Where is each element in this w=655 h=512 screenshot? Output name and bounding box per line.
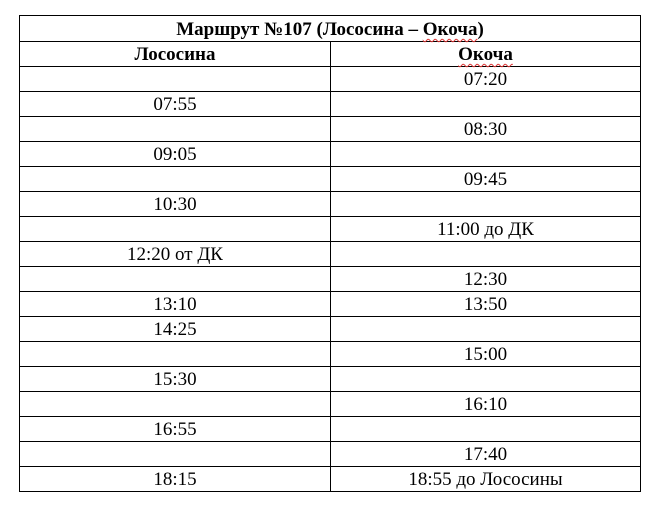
departure-lososina-cell bbox=[20, 392, 331, 417]
table-row bbox=[20, 242, 641, 267]
table-row bbox=[20, 117, 641, 142]
table-row bbox=[20, 142, 641, 167]
departure-okocha-cell: 11:00 до ДК bbox=[331, 217, 641, 242]
departure-lososina-cell bbox=[20, 167, 331, 192]
bus-schedule-table bbox=[19, 15, 641, 492]
table-row bbox=[20, 217, 641, 242]
departure-okocha-cell bbox=[331, 192, 641, 217]
departure-lososina-cell: 18:15 bbox=[20, 467, 331, 492]
route-title-destination: Окоча bbox=[422, 19, 478, 40]
departure-okocha-cell bbox=[331, 417, 641, 442]
departure-okocha-cell: 07:20 bbox=[331, 67, 641, 92]
departure-okocha-cell: 16:10 bbox=[331, 392, 641, 417]
departure-lososina-cell bbox=[20, 67, 331, 92]
table-row bbox=[20, 317, 641, 342]
departure-okocha-cell: 08:30 bbox=[331, 117, 641, 142]
table-row bbox=[20, 442, 641, 467]
schedule-container bbox=[19, 15, 640, 492]
route-title bbox=[20, 16, 641, 42]
departure-lososina-cell bbox=[20, 442, 331, 467]
departure-okocha-cell bbox=[331, 242, 641, 267]
departure-lososina-cell: 10:30 bbox=[20, 192, 331, 217]
departure-lososina-cell bbox=[20, 342, 331, 367]
departure-okocha-cell: 15:00 bbox=[331, 342, 641, 367]
departure-lososina-cell: 15:30 bbox=[20, 367, 331, 392]
departure-okocha-cell bbox=[331, 317, 641, 342]
route-title-suffix: ) bbox=[477, 19, 484, 40]
column-header-okocha bbox=[331, 42, 641, 67]
departure-lososina-cell: 12:20 от ДК bbox=[20, 242, 331, 267]
departure-okocha-cell bbox=[331, 367, 641, 392]
table-row bbox=[20, 342, 641, 367]
table-row bbox=[20, 292, 641, 317]
departure-okocha-cell: 13:50 bbox=[331, 292, 641, 317]
departure-okocha-cell: 09:45 bbox=[331, 167, 641, 192]
header-row bbox=[20, 42, 641, 67]
departure-okocha-cell: 17:40 bbox=[331, 442, 641, 467]
table-row bbox=[20, 167, 641, 192]
departure-lososina-cell bbox=[20, 117, 331, 142]
table-row bbox=[20, 192, 641, 217]
table-row bbox=[20, 417, 641, 442]
departure-lososina-cell: 07:55 bbox=[20, 92, 331, 117]
departure-okocha-cell bbox=[331, 142, 641, 167]
title-row bbox=[20, 16, 641, 42]
table-row bbox=[20, 267, 641, 292]
departure-okocha-cell: 18:55 до Лососины bbox=[331, 467, 641, 492]
table-row bbox=[20, 367, 641, 392]
departure-lososina-cell: 13:10 bbox=[20, 292, 331, 317]
route-title-prefix: Маршрут №107 (Лососина – bbox=[176, 19, 423, 40]
departure-lososina-cell: 09:05 bbox=[20, 142, 331, 167]
column-header-lososina: Лососина bbox=[20, 42, 331, 67]
table-row bbox=[20, 392, 641, 417]
departure-lososina-cell: 16:55 bbox=[20, 417, 331, 442]
column-header-okocha-label: Окоча bbox=[458, 44, 513, 65]
table-row bbox=[20, 67, 641, 92]
departure-okocha-cell: 12:30 bbox=[331, 267, 641, 292]
table-row bbox=[20, 92, 641, 117]
departure-lososina-cell bbox=[20, 217, 331, 242]
departure-lososina-cell bbox=[20, 267, 331, 292]
schedule-body bbox=[20, 67, 641, 492]
table-row bbox=[20, 467, 641, 492]
departure-lososina-cell: 14:25 bbox=[20, 317, 331, 342]
departure-okocha-cell bbox=[331, 92, 641, 117]
